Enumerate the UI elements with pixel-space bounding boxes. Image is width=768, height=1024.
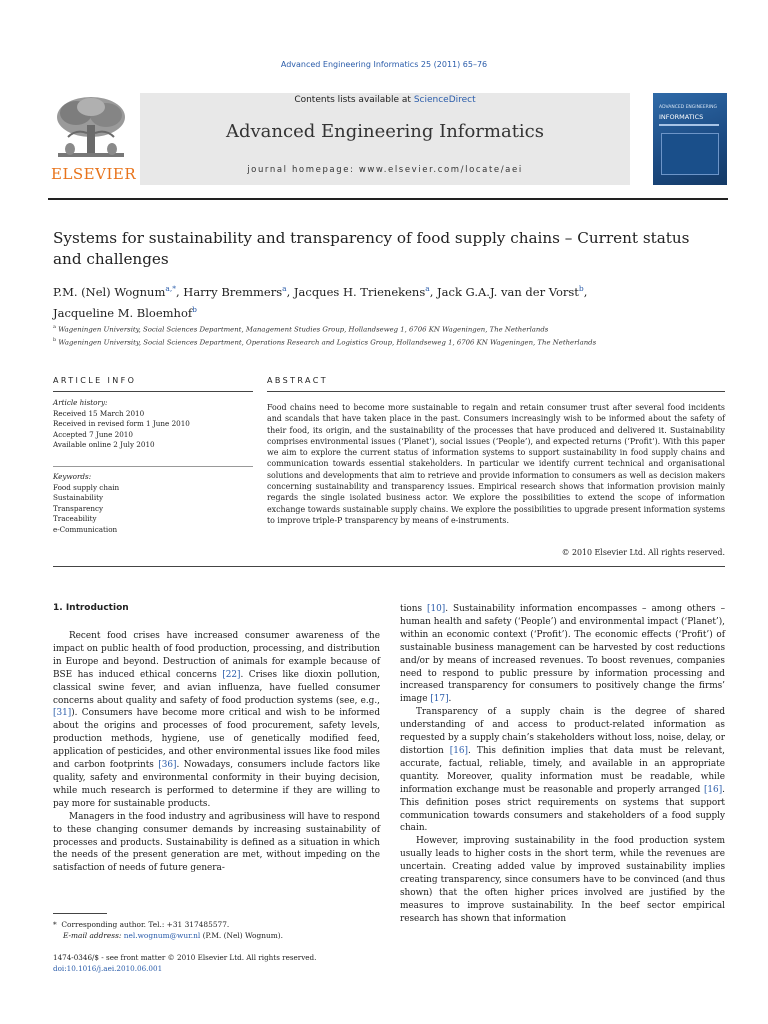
affiliation-text: Wageningen University, Social Sciences Department, Management Studies Group, Hollandseweg 1, 6706 KN Wageningen, The Netherlands [58,325,549,334]
author-separator: , [429,284,438,299]
keywords-rule [53,466,253,467]
cover-small-text: ADVANCED ENGINEERING [659,105,717,110]
journal-title: Advanced Engineering Informatics [225,121,544,142]
paper-title-line: and challenges [53,250,169,268]
author-separator: , [286,284,294,299]
keywords-label: Keywords: [53,472,92,481]
email-suffix: (P.M. (Nel) Wognum). [200,931,283,940]
history-item: Available online 2 July 2010 [53,440,155,449]
history-item: Received 15 March 2010 [53,408,145,418]
email-link[interactable]: nel.wognum@wur.nl [123,931,201,940]
author-name: Jack G.A.J. van der Vorst [437,284,579,299]
citation-link[interactable]: [16] [703,784,723,795]
history-item: Accepted 7 June 2010 [53,429,133,439]
citation-link[interactable]: [22] [222,669,241,680]
corresponding-author-footnote [53,919,383,941]
author-separator: , [583,284,588,299]
author-name: Harry Bremmers [183,284,283,299]
abstract-bottom-rule [53,566,725,567]
sciencedirect-link[interactable]: ScienceDirect [413,95,476,105]
article-history-label: Article history: [53,398,108,407]
email-label: E-mail address: [63,931,124,940]
copyright-notice: © 2010 Elsevier Ltd. All rights reserved. [561,548,725,557]
author-name: Jacques H. Trienekens [293,284,426,299]
affiliation-item [53,322,733,335]
keyword-item: e-Communication [53,524,118,534]
body-paragraph: Managers in the food industry and agribusiness will have to respond to these changing consumer demands by increasing sustainability of processes and products. Sustainability is defined as a situation in which the needs of the present generation are met, without impeding on the satisfaction of needs of future genera- [53,811,380,874]
elsevier-tree-icon [52,93,130,165]
citation-link[interactable]: [36] [158,760,177,771]
corresponding-author-text: Corresponding author. Tel.: +31 317485577. [61,920,230,929]
cover-artwork [661,133,719,175]
cover-divider [659,124,719,126]
body-paragraph: However, improving sustainability in the food production system usually leads to higher costs in the short term, while the revenues are uncertain. Creating added value by improved sustainability implies creating transparency, since consumers have to be convinced (and thus shown) that the often higher prices involved are justified by the measures to improve sustainability. In the beef sector empirical research has shown that information [400,836,725,924]
affiliation-mark: b [53,337,57,344]
abstract-text: Food chains need to become more sustainable to regain and retain consumer trust after several food incidents and scandals that have taken place in the past. Consumers increasingly wish to be informed about the safety of their food, its origin, and the sustainability of the processes that have produced and delivered it. Sustainability comprises environmental issues (‘Planet’), social issues (‘People’), and expected returns (‘Profit’). With this paper we aim to explore the current status of information systems to support sustainability in food supply chains and communication towards essential stakeholders. In particular we identify current technical and organisational solutions and developments that aim to retrieve and provide information to consumers as well as decision makers concerning sustainability and transparency issues. Empirical research shows that information provision mainly regards the single isolated business actor. We explore the possibilities to extend the scope of information exchange towards sustainable supply chains. We explore the possibilities to upgrade present information systems to improve triple-P transparency by means of e-instruments. [267,403,725,525]
history-item: Received in revised form 1 June 2010 [53,419,190,428]
keyword-item: Sustainability [53,493,104,502]
front-matter [53,952,383,974]
contents-line [140,95,630,105]
article-history [53,398,253,451]
citation-link[interactable]: [17] [430,694,449,705]
keyword-item: Transparency [53,503,104,513]
abstract-heading: ABSTRACT [267,376,329,385]
author-affiliation-mark[interactable]: b [192,304,197,314]
elsevier-logo [48,93,137,185]
body-paragraph: Transparency of a supply chain is the degree of shared understanding of and access to product-related information as requested by a supply chain’s stakeholders without loss, noise, delay, or distortion [16]. This definition implies that data must be relevant, accurate, factual, reliable, timely, and available in an appropriate quantity. Moreover, quality information must be readable, while information exchange must be reasonable and properly arranged [16]. This definition poses strict requirements on systems that support communication towards consumers and stakeholders of a food supply chain. [400,707,725,834]
body-column-right [400,603,725,926]
journal-banner [140,93,630,185]
author-separator: , [175,284,184,299]
abstract-rule [267,391,725,392]
author-name: Jacqueline M. Bloemhof [53,305,193,320]
article-info-heading: ARTICLE INFO [53,376,137,385]
body-column-left [53,630,380,875]
citation-link[interactable]: [16] [449,745,468,756]
header-rule [48,198,728,200]
journal-homepage[interactable]: journal homepage: www.elsevier.com/locate/aei [247,165,523,175]
keyword-list [53,472,253,535]
author-affiliation-mark[interactable]: a,* [165,284,176,293]
citation-link[interactable]: [10] [427,604,446,614]
doi-link[interactable]: doi:10.1016/j.aei.2010.06.001 [53,964,163,973]
journal-masthead [48,93,728,185]
affiliation-item [53,335,733,348]
body-paragraph: Recent food crises have increased consumer awareness of the impact on public health of food production, processing, and distribution in Europe and beyond. Destruction of animals for example because of BSE has induced ethical concerns [22]. Crises like dioxin pollution, classical swine fever, and avian influenza, have fuelled consumer concerns about quality and safety of food production systems (see, e.g., [31]). Consumers have become more critical and wish to be informed about the origins and processes of food procurement, safety levels, production methods, hygiene, use of genetically modified feed, application of pesticides, and other environmental issues like food miles and carbon footprints [36]. Nowadays, consumers include factors like quality, safety and environmental conformity in their buying decision, while much research is performed to determine if they are willing to pay more for sustainable products. [53,631,380,809]
paper-title [53,228,733,270]
citation-link[interactable]: [31] [53,708,72,719]
journal-cover-thumbnail [653,93,727,185]
elsevier-wordmark: ELSEVIER [51,165,137,183]
paper-title-line: Systems for sustainability and transparency of food supply chains – Current status [53,229,690,247]
keyword-item: Traceability [53,514,97,523]
footnote-mark: * [53,920,57,929]
footnote-rule [53,913,107,914]
contents-prefix: Contents lists available at [294,95,414,105]
author-list [53,280,733,322]
cover-title: INFORMATICS [659,113,704,121]
journal-citation[interactable]: Advanced Engineering Informatics 25 (2011) 65–76 [280,60,488,69]
author-affiliation-mark[interactable]: a [282,284,287,293]
affiliation-list [53,322,733,349]
author-affiliation-mark[interactable]: b [578,284,584,293]
affiliation-text: Wageningen University, Social Sciences Department, Operations Research and Logistics Group, Hollandseweg 1, 6706 KN Wageningen, The Netherlands [58,338,597,347]
body-paragraph: tions [10]. Sustainability information encompasses – among others – human health and safety (‘People’) and environmental impact (‘Planet’), within an economic context (‘Profit’). The economic effects (‘Profit’) of sustainable business management can be harvested by cost reductions and/or by means of increased revenues. To boost revenues, companies need to respond to public pressure by information processing and increased transparency for consumers to positively change the firms’ image [17]. [400,604,726,705]
article-info-rule [53,391,253,392]
affiliation-mark: a [53,324,56,330]
author-affiliation-mark[interactable]: a [425,284,430,293]
section-heading-introduction: 1. Introduction [53,603,129,613]
author-name: P.M. (Nel) Wognum [53,284,166,299]
keyword-item: Food supply chain [53,482,120,492]
issn-line: 1474-0346/$ - see front matter © 2010 Elsevier Ltd. All rights reserved. [53,953,317,962]
